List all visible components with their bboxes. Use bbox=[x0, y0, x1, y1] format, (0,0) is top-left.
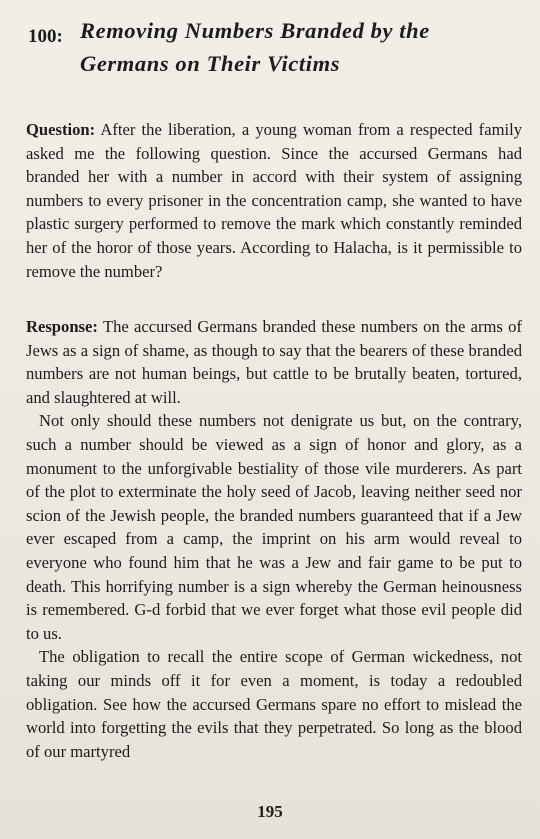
response-block bbox=[26, 315, 522, 763]
response-paragraph-1 bbox=[26, 315, 522, 409]
question-label: Question: bbox=[26, 120, 96, 139]
question-block bbox=[26, 118, 522, 283]
response-label: Response: bbox=[26, 317, 98, 336]
question-paragraph bbox=[26, 118, 522, 283]
question-text: After the liberation, a young woman from a respected family asked me the following question. Since the accursed Germans had branded her with a number in accord with their system of assigning numbers to every prisoner in the concentration camp, she wanted to have plastic surgery performed to remove the mark which constantly reminded her of the horor of those years. According to Halacha, is it permissible to remove the number? bbox=[26, 120, 523, 281]
response-paragraph-2: Not only should these numbers not denigrate us but, on the contrary, such a number should be viewed as a sign of honor and glory, as a monument to the unforgivable bestiality of those vile murderers. As part of the plot to exterminate the holy seed of Jacob, leaving neither seed nor scion of the Jewish people, the branded numbers guaranteed that if a Jew ever escaped from a camp, the imprint on his arm would reveal to everyone who found him that he was a Jew and fair game to be put to death. This horrifying number is a sign whereby the German heinousness is remembered. G-d forbid that we ever forget what those evil people did to us. bbox=[26, 411, 522, 643]
chapter-title-line-2: Germans on Their Victims bbox=[80, 51, 341, 76]
chapter-number: 100: bbox=[28, 26, 63, 47]
response-paragraph-3: The obligation to recall the entire scope of German wickedness, not taking our minds off it for even a moment, is today a redoubled obligation. See how the accursed Germans spare no effort to mislead the world into forgetting the evils that they perpetrated. So long as the blood of our martyred bbox=[26, 647, 522, 761]
chapter-title-line-1: Removing Numbers Branded by the bbox=[80, 18, 430, 43]
page-number: 195 bbox=[257, 802, 283, 821]
response-text-1: The accursed Germans branded these numbers on the arms of Jews as a sign of shame, as though to say that the bearers of these branded numbers are not human beings, but cattle to be brutally beaten, tortured, and slaughtered at will. bbox=[26, 317, 523, 407]
